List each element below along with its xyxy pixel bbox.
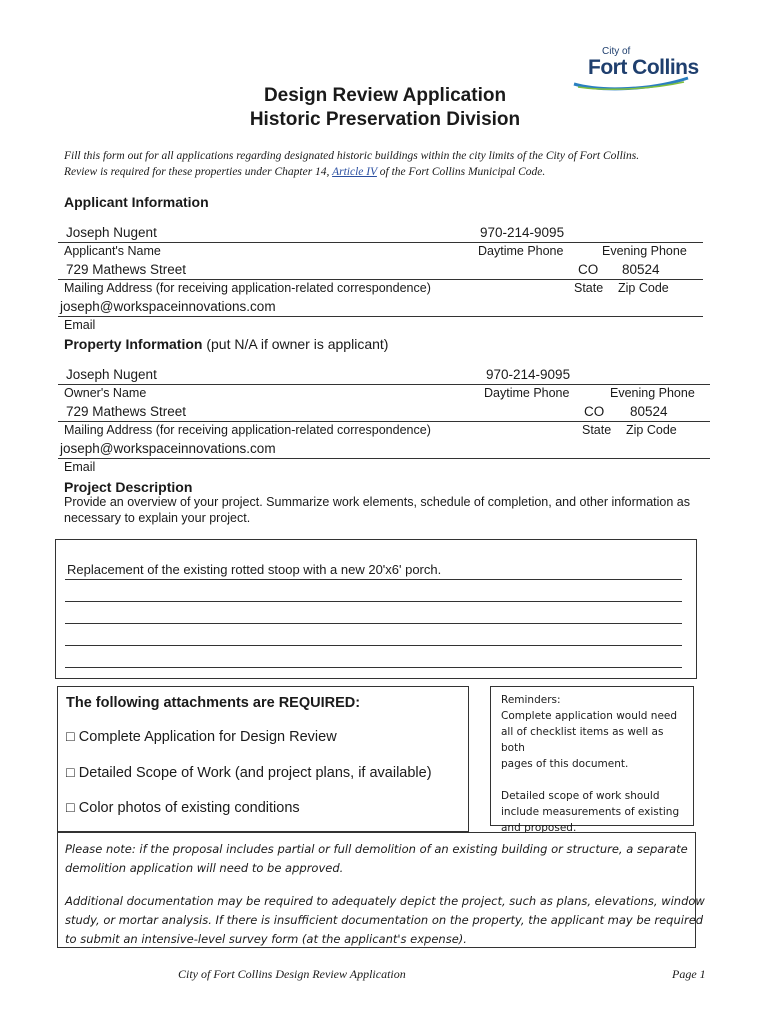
note-text: study, or mortar analysis. If there is insufficient documentation on the property, the applicant may be required [65,913,704,927]
writing-line [65,645,682,646]
article-iv-link[interactable]: Article IV [332,166,377,178]
property-section-heading: Property Information (put N/A if owner is applicant) [64,336,389,352]
applicant-name-rule [58,242,703,243]
intro-line-1: Fill this form out for all applications regarding designated historic buildings within the city limits of the City of Fort Collins. [64,150,640,162]
owner-name-rule [58,384,710,385]
footer-title: City of Fort Collins Design Review Application [178,967,406,981]
attachments-box [57,686,469,832]
applicant-zip-field[interactable]: 80524 [622,262,660,277]
owner-name-field[interactable]: Joseph Nugent [66,367,157,382]
logo-fort-collins: Fort Collins [588,56,699,79]
applicant-address-rule [58,279,703,280]
intro-line-2: Review is required for these properties under Chapter 14, Article IV of the Fort Collins Municipal Code. [64,166,546,178]
project-instructions-line-2: necessary to explain your project. [64,511,251,525]
applicant-eve-phone-label: Evening Phone [602,244,687,258]
owner-eve-phone-label: Evening Phone [610,386,695,400]
owner-name-label: Owner's Name [64,386,147,400]
owner-email-rule [58,458,710,459]
applicant-state-field[interactable]: CO [578,262,599,277]
note-text: demolition application will need to be approved. [65,861,344,875]
reminders-text: Complete application would need [501,710,678,722]
applicant-email-label: Email [64,318,96,332]
project-description-text: Replacement of the existing rotted stoop with a new 20'x6' porch. [67,562,442,577]
owner-zip-field[interactable]: 80524 [630,404,668,419]
applicant-state-label: State [574,281,604,295]
writing-line [65,623,682,624]
owner-state-label: State [582,423,612,437]
applicant-day-phone-label: Daytime Phone [478,244,564,258]
reminders-text: pages of this document. [501,758,629,770]
notes-box [57,832,705,948]
owner-email-label: Email [64,460,96,474]
owner-day-phone-label: Daytime Phone [484,386,570,400]
applicant-name-label: Applicant's Name [64,244,161,258]
note-text: to submit an intensive-level survey form (at the applicant's expense). [65,932,467,946]
owner-address-rule [58,421,710,422]
footer-page-number: Page 1 [672,967,706,981]
project-description-box[interactable] [55,539,697,679]
attachments-heading: The following attachments are REQUIRED: [66,695,361,711]
applicant-address-field[interactable]: 729 Mathews Street [66,262,187,277]
applicant-phone-field[interactable]: 970-214-9095 [480,225,565,240]
page-subtitle: Historic Preservation Division [249,109,521,130]
reminders-title: Reminders: [501,694,561,706]
applicant-email-field[interactable]: joseph@workspaceinnovations.com [60,299,276,314]
note-text: Please note: if the proposal includes partial or full demolition of an existing building or structure, a separate [65,842,688,856]
writing-line [65,579,682,580]
writing-line [65,667,682,668]
reminders-box [490,686,694,834]
checklist-item-scope[interactable]: □ Detailed Scope of Work (and project plans, if available) [66,765,432,781]
reminders-text: all of checklist items as well as both [501,726,664,754]
applicant-section-heading: Applicant Information [64,194,209,210]
owner-email-field[interactable]: joseph@workspaceinnovations.com [60,441,276,456]
checklist-item-photos[interactable]: □ Color photos of existing conditions [66,800,300,816]
intro-text [64,148,724,180]
owner-phone-field[interactable]: 970-214-9095 [486,367,571,382]
applicant-email-rule [58,316,703,317]
applicant-name-field[interactable]: Joseph Nugent [66,225,157,240]
owner-address-label: Mailing Address (for receiving application-related correspondence) [64,423,431,437]
project-instructions-line-1: Provide an overview of your project. Summarize work elements, schedule of completion, and other information as [64,495,690,509]
page-title: Design Review Application [263,85,507,106]
reminders-text: and proposed. [501,822,577,834]
project-section-heading: Project Description [64,479,193,495]
writing-line [65,601,682,602]
owner-address-field[interactable]: 729 Mathews Street [66,404,187,419]
owner-state-field[interactable]: CO [584,404,605,419]
reminders-text: include measurements of existing [501,806,680,818]
logo-city-of: City of [602,46,631,57]
owner-zip-label: Zip Code [626,423,677,437]
checklist-item-application[interactable]: □ Complete Application for Design Review [66,729,337,745]
reminders-text: Detailed scope of work should [501,790,660,802]
note-text: Additional documentation may be required to adequately depict the project, such as plans, elevations, window [65,894,705,908]
applicant-address-label: Mailing Address (for receiving application-related correspondence) [64,281,431,295]
applicant-zip-label: Zip Code [618,281,669,295]
